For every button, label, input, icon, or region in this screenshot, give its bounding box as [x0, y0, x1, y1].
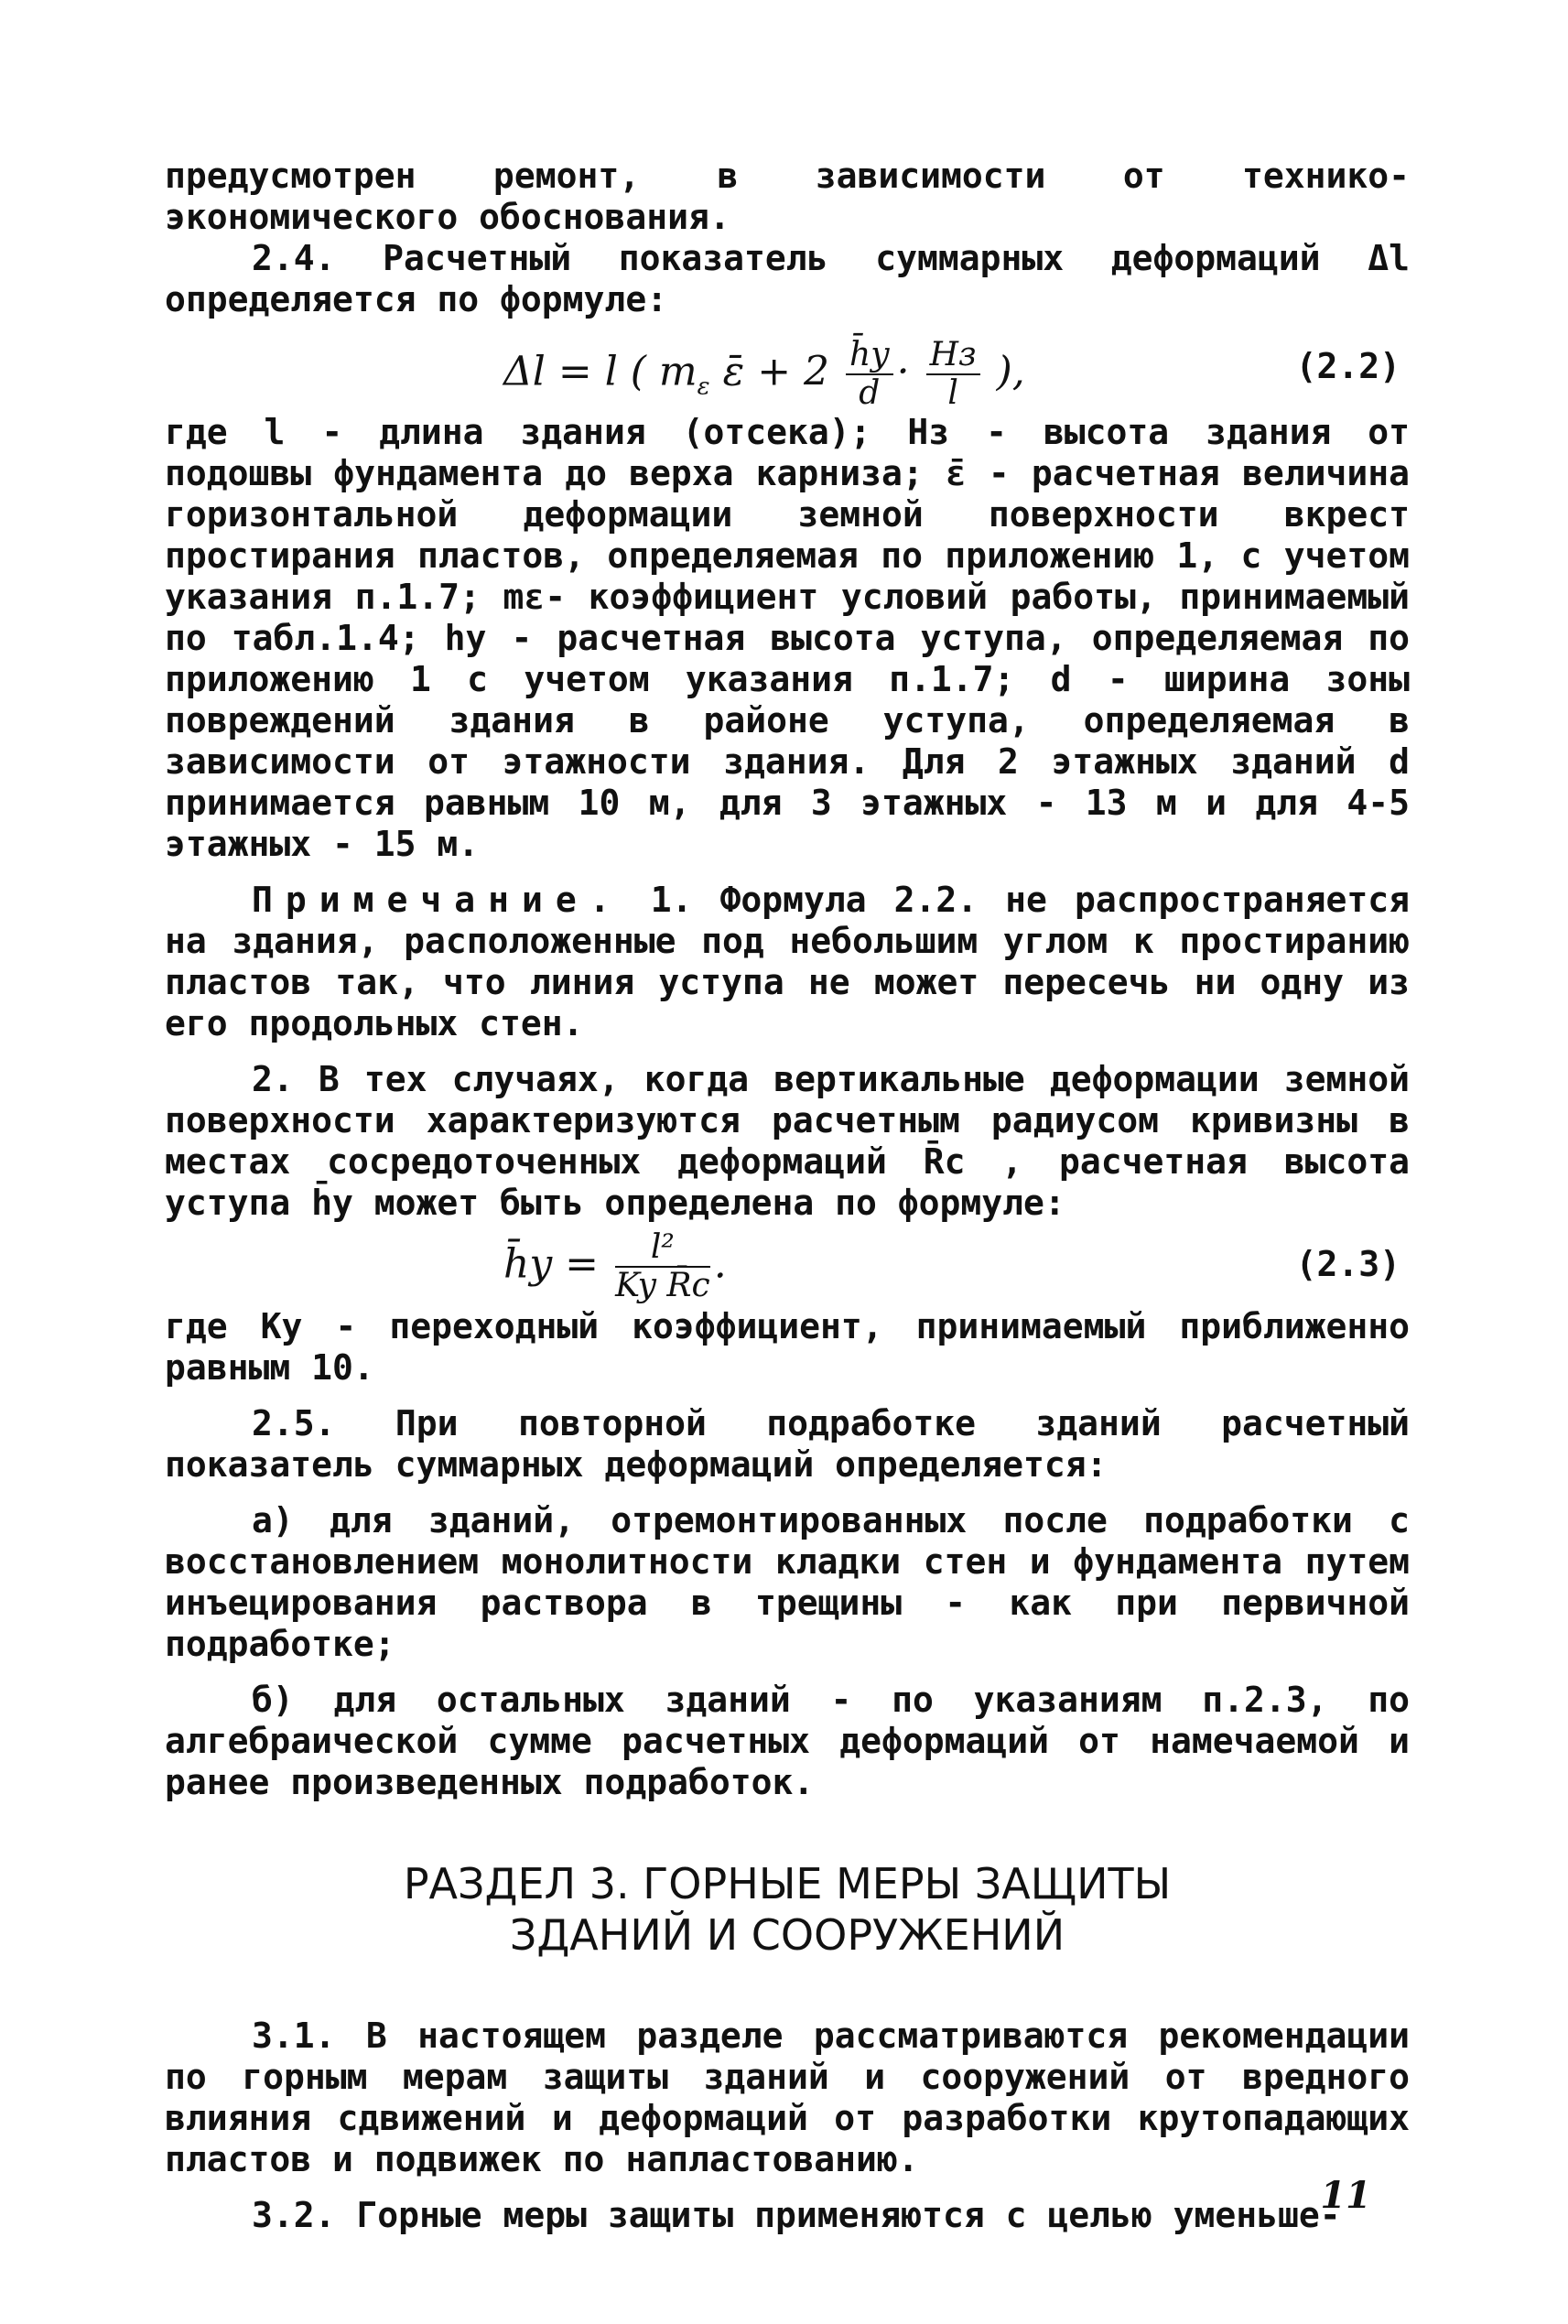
page-number: 11 — [1320, 2174, 1371, 2217]
fraction-2-numerator: Hз — [926, 337, 980, 375]
formula-2-2-sub: ε — [697, 373, 710, 401]
formula-2-3-number: (2.3) — [1295, 1244, 1400, 1284]
note-label: Примечание. — [252, 880, 623, 920]
note-paragraph-1 — [165, 880, 1410, 1044]
formula-2-2-fraction-1 — [846, 337, 893, 412]
paragraph-3-2: 3.2. Горные меры защиты применяются с целью уменьше- — [252, 2195, 1341, 2235]
fraction-2-denominator: l — [947, 374, 958, 412]
section-3-heading — [165, 1858, 1410, 1961]
formula-2-2-expression — [503, 337, 1025, 412]
formula-2-3-expression — [503, 1229, 727, 1304]
formula-2-2-close: ), — [983, 348, 1025, 395]
formula-2-2-number: (2.2) — [1295, 346, 1400, 386]
section-3-heading-line-2: ЗДАНИЙ И СООРУЖЕНИЙ — [509, 1910, 1065, 1960]
paragraph-top: предусмотрен ремонт, в зависимости от технико-экономического обоснования. — [165, 156, 1410, 237]
paragraph-where-2-3: где Ky - переходный коэффициент, принимаемый приближенно равным 10. — [165, 1306, 1410, 1388]
formula-2-2-plus: + 2 — [744, 348, 830, 395]
formula-2-3 — [165, 1224, 1410, 1306]
formula-2-3-fraction — [615, 1229, 710, 1304]
fraction-1-numerator: h̄y — [846, 337, 893, 375]
formula-2-2-eps: ε̄ — [722, 348, 745, 395]
formula-2-3-denominator: Ky R̄c — [615, 1267, 710, 1304]
formula-2-2-lhs: Δl = l ( m — [503, 348, 697, 395]
formula-2-3-lhs: h̄y = — [503, 1240, 600, 1288]
note-paragraph-2: 2. В тех случаях, когда вертикальные деформации земной поверхности характеризуются расчетным радиусом кривизны в местах сосредоточенных деформаций R̄c , расчетная высота уступа h̄y может быть определена по формуле: — [165, 1059, 1410, 1223]
section-3-heading-line-1: РАЗДЕЛ 3. ГОРНЫЕ МЕРЫ ЗАЩИТЫ — [403, 1859, 1172, 1908]
paragraph-3-1: 3.1. В настоящем разделе рассматриваются рекомендации по горным мерам защиты зданий и сооружений от вредного влияния сдвижений и деформаций от разработки крутопадающих пластов и подвижек по напластованию. — [165, 2016, 1410, 2179]
formula-2-2 — [165, 320, 1410, 412]
formula-2-2-fraction-2 — [926, 337, 980, 412]
page-body — [165, 156, 1410, 2236]
formula-2-2-dot: · — [896, 348, 910, 395]
paragraph-2-5: 2.5. При повторной подработке зданий расчетный показатель суммарных деформаций определяется: — [165, 1403, 1410, 1485]
paragraph-2-4: 2.4. Расчетный показатель суммарных деформаций Δl определяется по формуле: — [165, 238, 1410, 319]
note-1-text: 1. Формула 2.2. не распространяется на здания, расположенные под небольшим углом к простиранию пластов так, что линия уступа не может пересечь ни одну из его продольных стен. — [165, 880, 1410, 1043]
formula-2-3-tail: . — [713, 1240, 727, 1288]
paragraph-2-5-b: б) для остальных зданий - по указаниям п.2.3, по алгебраической сумме расчетных деформаций от намечаемой и ранее произведенных подработок. — [165, 1680, 1410, 1802]
paragraph-where-2-2: где l - длина здания (отсека); Hз - высота здания от подошвы фундамента до верха карниза; ε̄ - расчетная величина горизонтальной деформации земной поверхности вкрест простирания пластов, определяемая по приложению 1, с учетом указания п.1.7; mε- коэффициент условий работы, принимаемый по табл.1.4; hy - расчетная высота уступа, определяемая по приложению 1 с учетом указания п.1.7; d - ширина зоны повреждений здания в районе уступа, определяемая в зависимости от этажности здания. Для 2 этажных зданий d принимается равным 10 м, для 3 этажных - 13 м и для 4-5 этажных - 15 м. — [165, 412, 1410, 864]
paragraph-2-5-a: а) для зданий, отремонтированных после подработки с восстановлением монолитности кладки стен и фундамента путем инъецирования раствора в трещины - как при первичной подработке; — [165, 1500, 1410, 1664]
fraction-1-denominator: d — [859, 374, 881, 412]
formula-2-3-numerator: l² — [615, 1229, 710, 1268]
